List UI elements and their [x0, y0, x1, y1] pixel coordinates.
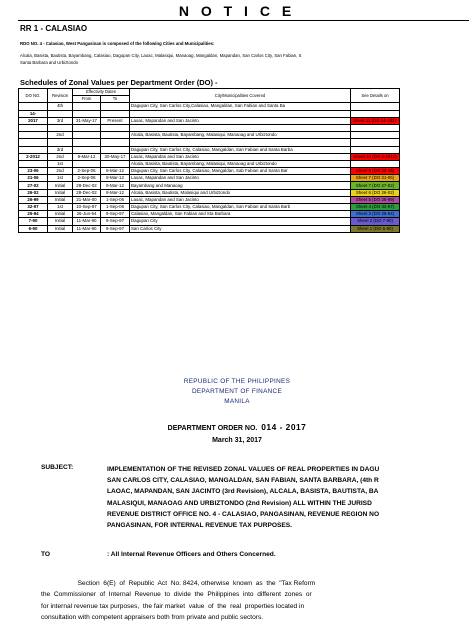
cell-revision: Initial: [48, 196, 73, 203]
cell-do-no: [19, 160, 48, 167]
cell-from: [73, 139, 101, 146]
cell-to: 1-Sep-06: [101, 204, 130, 211]
republic-line: REPUBLIC OF THE PHILIPPINES: [183, 378, 291, 385]
cell-details: [351, 160, 400, 167]
cell-to: [101, 110, 130, 117]
cell-details: [351, 139, 400, 146]
cell-to: [101, 160, 130, 167]
cell-from: 11-Mar-90: [73, 225, 101, 232]
table-row: [19, 110, 400, 117]
cell-details[interactable]: Sheet 10 (DO 2-2012): [351, 153, 400, 160]
table-row: [19, 146, 400, 153]
cell-from: 2-Sep-06: [73, 168, 101, 175]
cell-revision: Initial: [48, 211, 73, 218]
cell-revision: 3rd: [48, 117, 73, 124]
title-divider: [18, 20, 469, 21]
cities-line: Alcala, Basista, Bautista, Bayambang, Calasiao, Dagupan City, Laoac, Malasiqui, Manaoag, Mangaldan, Mapandan, San Carlos City, San Fabian, S: [20, 53, 302, 58]
cell-details[interactable]: Sheet 7 (DO 21-06): [351, 175, 400, 182]
order-number-line: [0, 421, 474, 435]
cell-from: [73, 124, 101, 131]
cell-covered: Alcala, Basista, Bautista, Bayambang, Malasiqui, Manaoag and Urbiztondo: [130, 132, 351, 139]
cell-to: 8-Mar-12: [101, 168, 130, 175]
cell-do-no: [19, 139, 48, 146]
cell-details[interactable]: Sheet 6 (DO 26-02): [351, 189, 400, 196]
cell-revision: 2nd: [48, 168, 73, 175]
cell-to: 9-Sep-97: [101, 211, 130, 218]
cell-covered: Dagupan City, San Carlos City, Calasiao, Mangaldan, San Fabian and Santa Barba: [130, 146, 351, 153]
table-row: [19, 168, 400, 175]
cell-revision: [48, 124, 73, 131]
cell-details[interactable]: Sheet 7 (DO 27-02): [351, 182, 400, 189]
cell-covered: Dagupan City, San Carlos City,Calasiao, Mangaldan, San Fabian and Santa Ba: [130, 103, 351, 110]
cell-covered: Dagupan City, San Carlos City, Calasiao, Mangaldan, San Fabian and Santa Barb: [130, 204, 351, 211]
cell-from: [73, 110, 101, 117]
cell-do-no: [19, 132, 48, 139]
cell-do-no: [19, 103, 48, 110]
cell-details[interactable]: Sheet 1 (DO 6-90): [351, 225, 400, 232]
cell-revision: 1st: [48, 204, 73, 211]
cell-revision: 2nd: [48, 132, 73, 139]
cell-covered: Laoac, Mapandan and San Jacinto: [130, 117, 351, 124]
zonal-values-table: [18, 88, 400, 233]
city-line: MANILA: [224, 398, 250, 405]
cell-from: 31-May-17: [73, 117, 101, 124]
subject-line: LAOAC, MAPANDAN, SAN JACINTO (3rd Revision), ALCALA, BASISTA, BAUTISTA, BA: [107, 488, 379, 496]
cell-details[interactable]: Sheet 4 (DO 32-97): [351, 204, 400, 211]
cell-revision: 3rd: [48, 146, 73, 153]
subject-text: [107, 464, 474, 531]
table-row: [19, 218, 400, 225]
header-do-no: DO NO.: [19, 89, 48, 103]
cell-details: [351, 124, 400, 131]
cell-from: 11-Mar-90: [73, 218, 101, 225]
cell-to: 9-Sep-97: [101, 218, 130, 225]
subject-line: IMPLEMENTATION OF THE REVISED ZONAL VALUES OF REAL PROPERTIES IN DAGU: [107, 466, 380, 473]
table-row: [19, 132, 400, 139]
order-number: 014 - 2017: [261, 422, 307, 432]
cell-covered: [130, 110, 351, 117]
cell-details: [351, 132, 400, 139]
order-label: DEPARTMENT ORDER NO.: [167, 425, 258, 432]
cell-to: 9-Sep-97: [101, 225, 130, 232]
cell-do-no: 32-97: [19, 204, 48, 211]
cell-to: [101, 132, 130, 139]
table-row: [19, 117, 400, 124]
cities-list: [20, 52, 468, 66]
table-row: [19, 204, 400, 211]
to-label: TO: [41, 551, 51, 558]
cell-revision: 4th: [48, 103, 73, 110]
subject-line: MALASIQUI, MANAOAG AND URBIZTONDO (2nd Revision) ALL WITHIN THE JURISD: [107, 499, 372, 507]
cell-covered: Dagupan City, San Carlos City, Calasiao, Mangaldan, Sab Fabian and Santa Bar: [130, 168, 351, 175]
cell-to: 8-Mar-12: [101, 189, 130, 196]
cell-covered: Bayambang and Manaoag: [130, 182, 351, 189]
cell-do-no: 2-2012: [19, 153, 48, 160]
table-row: [19, 124, 400, 131]
cell-from: [73, 103, 101, 110]
header-effectivity: Effectivity Dates: [73, 89, 130, 96]
table-row: [19, 103, 400, 110]
cell-do-no: 25-94: [19, 211, 48, 218]
cell-from: 2-Sep-06: [73, 175, 101, 182]
schedules-title: Schedules of Zonal Values per Department Order (DO) -: [20, 78, 218, 87]
cell-details[interactable]: Sheet 3 (DO 25-94): [351, 211, 400, 218]
subject-line: PANGASINAN, FOR INTERNAL REVENUE TAX PURPOSES.: [107, 522, 293, 530]
table-row: [19, 160, 400, 167]
subject-line: REVENUE DISTRICT OFFICE NO. 4 - CALASIAO, PANGASINAN, REVENUE REGION NO: [107, 510, 380, 518]
cell-to: [101, 124, 130, 131]
cell-do-no: [19, 146, 48, 153]
cell-covered: [130, 139, 351, 146]
cell-to: [101, 146, 130, 153]
cell-details[interactable]: Sheet 2 (DO 7-90): [351, 218, 400, 225]
cell-to: Present: [101, 117, 130, 124]
department-line: DEPARTMENT OF FINANCE: [191, 388, 283, 395]
cell-details: [351, 103, 400, 110]
body-line: for internal revenue tax purposes, the fair market value of the real properties located in: [41, 602, 305, 610]
cell-to: 8-Mar-12: [101, 175, 130, 182]
cell-revision: Initial: [48, 182, 73, 189]
cell-revision: [48, 139, 73, 146]
cell-from: 21-Mar-00: [73, 196, 101, 203]
revenue-region-label: RR 1 - CALASIAO: [20, 24, 88, 33]
cell-do-no: 27-02: [19, 182, 48, 189]
cell-do-no: 7-90: [19, 218, 48, 225]
cell-do-no: [19, 124, 48, 131]
cell-covered: Alcala, Basista, Bautista, Malasiqui and Urbiztondo: [130, 189, 351, 196]
cell-revision: Initial: [48, 189, 73, 196]
header-from: From: [73, 96, 101, 103]
table-row: [19, 153, 400, 160]
cell-revision: Initial: [48, 225, 73, 232]
cell-do-no: 23-06: [19, 168, 48, 175]
table-row: [19, 139, 400, 146]
cell-from: [73, 132, 101, 139]
table-row: [19, 175, 400, 182]
body-line: consultation with competent appraisers both from private and public sectors.: [41, 613, 264, 621]
cell-covered: Alcala, Basista, Bautista, Bayambang, Malasiqui, Manaoag and Urbiztondo: [130, 160, 351, 167]
subject-line: SAN CARLOS CITY, CALASIAO, MANGALDAN, SAN FABIAN, SANTA BARBARA, (4th R: [107, 477, 379, 485]
cell-revision: [48, 110, 73, 117]
table-row: [19, 211, 400, 218]
subject-label: SUBJECT:: [41, 464, 74, 471]
cell-do-no: 26-02: [19, 189, 48, 196]
cell-covered: Dagupan City: [130, 218, 351, 225]
header-to: To: [101, 96, 130, 103]
cell-do-no: 14-: [19, 110, 48, 117]
cell-to: 1-Sep-06: [101, 196, 130, 203]
order-block: [0, 421, 474, 447]
cell-to: [101, 103, 130, 110]
cell-do-no: 21-06: [19, 175, 48, 182]
body-line: Section 6(E) of Republic Act No. 8424, otherwise known as the "Tax Reform: [41, 580, 316, 587]
cell-revision: 1st: [48, 160, 73, 167]
department-header: [0, 377, 474, 407]
cell-from: 10-Sep-97: [73, 204, 101, 211]
cell-covered: Laoac, Mapandan and San Jacinto: [130, 175, 351, 182]
cell-revision: 1st: [48, 175, 73, 182]
cell-details: [351, 146, 400, 153]
cell-from: 28-Dec-02: [73, 189, 101, 196]
cell-to: 8-Mar-12: [101, 182, 130, 189]
cell-from: [73, 146, 101, 153]
cell-do-no: 2017: [19, 117, 48, 124]
cell-to: 30-May-17: [101, 153, 130, 160]
cell-to: [101, 139, 130, 146]
body-line: the Commissioner of Internal Revenue to divide the Philippines into different zones or: [41, 591, 312, 599]
cities-line: Santa Barbara and Urbiztondo: [20, 60, 79, 65]
cell-from: [73, 160, 101, 167]
table-row: [19, 225, 400, 232]
to-text: : All Internal Revenue Officers and Others Concerned.: [107, 551, 276, 558]
cell-details: [351, 110, 400, 117]
cell-details[interactable]: Sheet 11 (DO 14-2017: [351, 117, 400, 124]
order-body: [41, 578, 474, 623]
header-revision: Revision: [48, 89, 73, 103]
cell-revision: Initial: [48, 218, 73, 225]
order-date: March 31, 2017: [212, 437, 262, 444]
table-header-row: [19, 89, 400, 96]
header-details: See Details on: [351, 89, 400, 103]
cell-details[interactable]: Sheet 9 (DO 23-06): [351, 168, 400, 175]
cell-covered: San Carlos City: [130, 225, 351, 232]
notice-title: N O T I C E: [178, 3, 296, 19]
cell-do-no: 26-99: [19, 196, 48, 203]
cell-covered: Calasiao, Mangaldan, San Fabian and Sta Barbara: [130, 211, 351, 218]
rdo-description: RDO NO. 4 - Calasiao, West Pangasinan is composed of the following Cities and Municipalities:: [20, 41, 215, 46]
cell-details[interactable]: Sheet 5 (DO 26-99): [351, 196, 400, 203]
table-row: [19, 182, 400, 189]
cell-from: 26-Jun-94: [73, 211, 101, 218]
cell-from: 9-Mar-12: [73, 153, 101, 160]
table-row: [19, 196, 400, 203]
table-body: [19, 103, 400, 232]
cell-covered: [130, 124, 351, 131]
cell-covered: Laoac, Mapandan and San Jacinto: [130, 153, 351, 160]
cell-covered: Laoac, Mapandan and San Jacinto: [130, 196, 351, 203]
header-covered: City/Municipalities Covered: [130, 89, 351, 103]
cell-from: 28-Dec-02: [73, 182, 101, 189]
table-row: [19, 189, 400, 196]
cell-do-no: 6-90: [19, 225, 48, 232]
cell-revision: 2nd: [48, 153, 73, 160]
